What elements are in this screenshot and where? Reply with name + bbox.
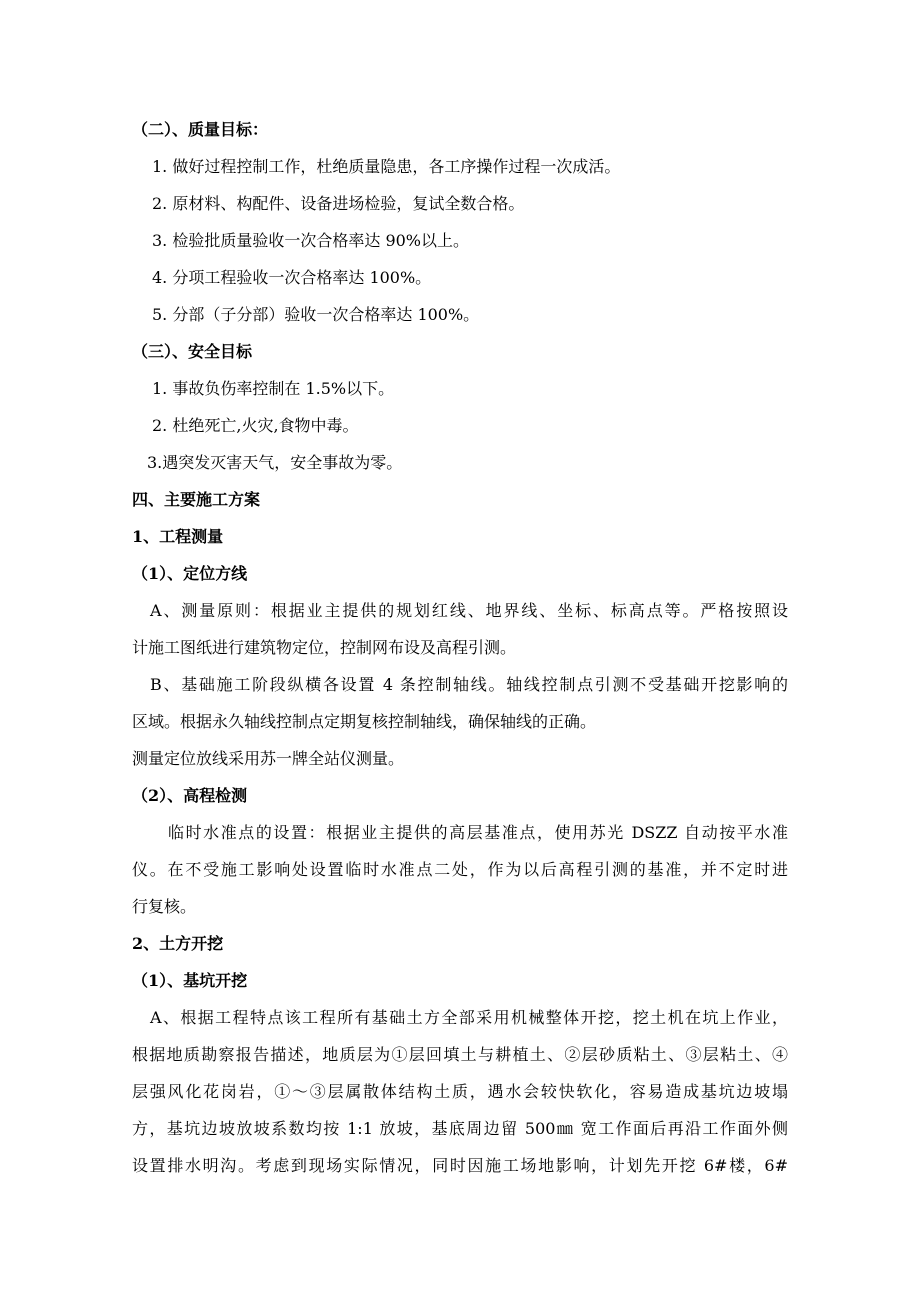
paragraph-line: 根据地质勘察报告描述，地质层为①层回填土与耕植土、②层砂质粘土、③层粘土、④ (132, 1045, 788, 1064)
quality-goals-heading: （二）、质量目标： (132, 120, 269, 139)
positioning-heading: （1）、定位方线 (132, 564, 248, 583)
safety-item: 1. 事故负伤率控制在 1.5%以下。 (152, 379, 395, 398)
safety-item: 2. 杜绝死亡,火灾,食物中毒。 (152, 416, 359, 435)
safety-item: 3.遇突发灭害天气，安全事故为零。 (147, 453, 403, 472)
paragraph-line: 区域。根据永久轴线控制点定期复核控制轴线，确保轴线的正确。 (132, 712, 597, 731)
paragraph-line: 方，基坑边坡放坡系数均按 1:1 放坡，基底周边留 500㎜ 宽工作面后再沿工作面外侧 (132, 1119, 788, 1138)
paragraph-line: 设置排水明沟。考虑到现场实际情况，同时因施工场地影响，计划先开挖 6#楼，6# (132, 1156, 788, 1175)
paragraph-line: 仪。在不受施工影响处设置临时水准点二处，作为以后高程引测的基准，并不定时进 (132, 860, 788, 879)
quality-item: 5. 分部（子分部）验收一次合格率达 100%。 (152, 305, 480, 324)
paragraph-line: 行复核。 (132, 897, 197, 916)
section-4-heading: 四、主要施工方案 (132, 490, 261, 509)
quality-item: 2. 原材料、构配件、设备进场检验，复试全数合格。 (152, 194, 525, 213)
quality-item: 1. 做好过程控制工作，杜绝质量隐患，各工序操作过程一次成活。 (152, 157, 621, 176)
survey-instrument-note: 测量定位放线采用苏一牌全站仪测量。 (132, 749, 405, 768)
elevation-heading: （2）、高程检测 (132, 786, 248, 805)
paragraph-line: B、基础施工阶段纵横各设置 4 条控制轴线。轴线控制点引测不受基础开挖影响的 (150, 675, 788, 694)
paragraph-line: 层强风化花岗岩，①～③层属散体结构土质，遇水会较快软化，容易造成基坑边坡塌 (132, 1082, 788, 1101)
paragraph-line: A、根据工程特点该工程所有基础土方全部采用机械整体开挖，挖土机在坑上作业， (150, 1008, 788, 1027)
quality-item: 3. 检验批质量验收一次合格率达 90%以上。 (152, 231, 470, 250)
earthwork-heading: 2、土方开挖 (132, 934, 224, 953)
paragraph-line: 计施工图纸进行建筑物定位，控制网布设及高程引测。 (132, 638, 517, 657)
paragraph-line: A、测量原则：根据业主提供的规划红线、地界线、坐标、标高点等。严格按照设 (150, 601, 788, 620)
safety-goals-heading: （三）、安全目标 (132, 342, 253, 361)
pit-excavation-heading: （1）、基坑开挖 (132, 971, 248, 990)
paragraph-line: 临时水准点的设置：根据业主提供的高层基准点，使用苏光 DSZZ 自动按平水准 (168, 823, 788, 842)
survey-heading: 1、工程测量 (132, 527, 224, 546)
quality-item: 4. 分项工程验收一次合格率达 100%。 (152, 268, 432, 287)
